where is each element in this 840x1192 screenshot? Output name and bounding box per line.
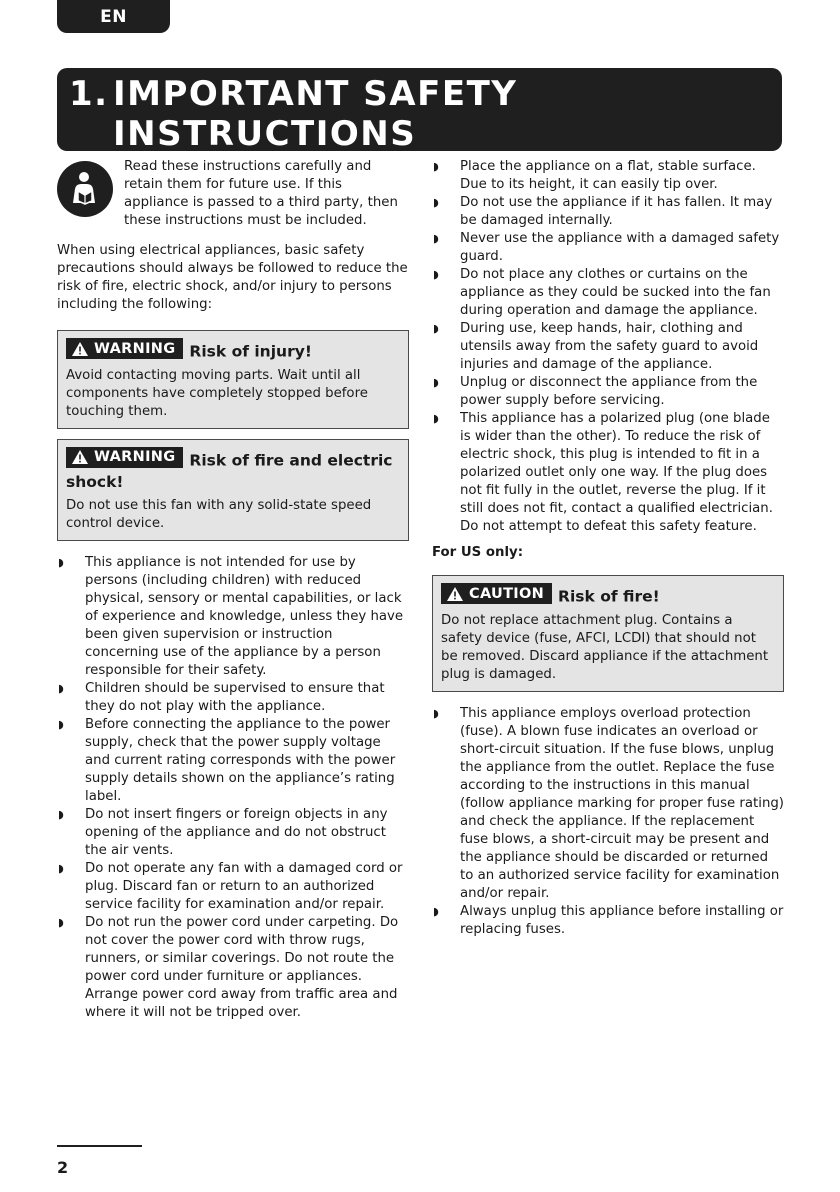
list-item: ◗ Do not place any clothes or curtains on the appliance as they could be sucked into the fan during operation and damage the appliance. bbox=[433, 267, 771, 318]
left-bullet-list bbox=[57, 554, 409, 1022]
caution-box-fire bbox=[432, 575, 784, 692]
read-manual-icon bbox=[57, 161, 113, 217]
section-title bbox=[57, 68, 782, 154]
bullet-icon: ◗ bbox=[433, 904, 439, 918]
intro-block bbox=[57, 158, 409, 230]
list-item: ◗ Before connecting the appliance to the power supply, check that the power supply voltage and current rating corresponds with the power supply details shown on the appliance’s rating label. bbox=[58, 717, 396, 804]
bullet-icon: ◗ bbox=[58, 862, 64, 875]
title-line-2: INSTRUCTIONS bbox=[113, 114, 417, 154]
bullet-icon: ◗ bbox=[58, 556, 64, 569]
list-item: ◗ Place the appliance on a flat, stable surface. Due to its height, it can easily tip over. bbox=[433, 159, 756, 192]
caution-heading: Risk of fire! bbox=[558, 587, 660, 606]
general-precautions: When using electrical appliances, basic safety precautions should always be followed to reduce the risk of fire, electric shock, and/or injury to persons including the following: bbox=[57, 243, 408, 312]
us-only-heading: For US only: bbox=[432, 545, 524, 560]
right-bullet-list-2 bbox=[432, 705, 784, 939]
bullet-icon: ◗ bbox=[433, 232, 439, 245]
bullet-icon: ◗ bbox=[433, 376, 439, 389]
right-column bbox=[432, 158, 784, 939]
bullet-icon: ◗ bbox=[433, 706, 439, 720]
right-bullet-list bbox=[432, 158, 784, 536]
warning-triangle-icon bbox=[72, 342, 88, 356]
warning-box-fire-shock bbox=[57, 439, 409, 542]
warning-body: Avoid contacting moving parts. Wait until all components have completely stopped before touching them. bbox=[66, 367, 368, 419]
bullet-icon: ◗ bbox=[433, 322, 439, 335]
left-column bbox=[57, 158, 409, 1022]
warning-triangle-icon bbox=[72, 450, 88, 464]
bullet-icon: ◗ bbox=[58, 682, 64, 695]
list-item: ◗ Never use the appliance with a damaged safety guard. bbox=[433, 231, 780, 264]
list-item: ◗ This appliance is not intended for use by persons (including children) with reduced physical, sensory or mental capabilities, or lack of experience and knowledge, unless they have been given supervision or instruction concerning use of the appliance by a person responsible for their safety. bbox=[58, 555, 404, 678]
warning-badge: WARNING bbox=[66, 447, 183, 468]
list-item: ◗ Do not operate any fan with a damaged cord or plug. Discard fan or return to an authorized service facility for examination and/or repair. bbox=[58, 861, 403, 912]
bullet-icon: ◗ bbox=[58, 718, 64, 731]
caution-badge: CAUTION bbox=[441, 583, 552, 604]
list-item: ◗ Children should be supervised to ensure that they do not play with the appliance. bbox=[58, 681, 385, 714]
bullet-icon: ◗ bbox=[58, 808, 64, 821]
bullet-icon: ◗ bbox=[433, 160, 439, 173]
bullet-icon: ◗ bbox=[433, 412, 439, 425]
list-item: ◗ Always unplug this appliance before installing or replacing fuses. bbox=[433, 903, 784, 937]
bullet-icon: ◗ bbox=[58, 916, 64, 929]
intro-text: Read these instructions carefully and retain them for future use. If this appliance is passed to a third party, then these instructions must be included. bbox=[124, 159, 398, 228]
footer-rule bbox=[57, 1145, 142, 1147]
list-item: ◗ Do not insert fingers or foreign objects in any opening of the appliance and do not obstruct the air vents. bbox=[58, 807, 388, 858]
list-item: ◗ This appliance employs overload protection (fuse). A blown fuse indicates an overload or short-circuit situation. If the fuse blows, unplug the appliance from the outlet. Replace the fuse according to the instructions in this manual (follow appliance marking for proper fuse rating) and check the appliance. If the replacement fuse blows, a short-circuit may be present and the appliance should be discarded or returned to an authorized service facility for examination and/or repair. bbox=[433, 705, 784, 901]
warning-body: Do not use this fan with any solid-state speed control device. bbox=[66, 498, 372, 531]
warning-heading: Risk of injury! bbox=[189, 342, 312, 361]
list-item: ◗ Do not run the power cord under carpeting. Do not cover the power cord with throw rugs, runners, or similar coverings. Do not route the power cord under furniture or appliances. Arrange power cord away from traffic area and where it will not be tripped over. bbox=[58, 915, 399, 1020]
list-item: ◗ This appliance has a polarized plug (one blade is wider than the other). To reduce the risk of electric shock, this plug is intended to fit in a polarized outlet only one way. If the plug does not fit fully in the outlet, reverse the plug. If it still does not fit, contact a qualified electrician. Do not attempt to defeat this safety feature. bbox=[433, 411, 773, 534]
page-number: 2 bbox=[57, 1158, 69, 1177]
language-tab: EN bbox=[57, 0, 170, 33]
warning-heading: Risk of fire and electric shock! bbox=[66, 451, 393, 491]
list-item: ◗ Unplug or disconnect the appliance from the power supply before servicing. bbox=[433, 375, 758, 408]
warning-box-injury bbox=[57, 330, 409, 429]
bullet-icon: ◗ bbox=[433, 196, 439, 209]
list-item: ◗ Do not use the appliance if it has fallen. It may be damaged internally. bbox=[433, 195, 773, 228]
warning-badge: WARNING bbox=[66, 338, 183, 359]
caution-body: Do not replace attachment plug. Contains a safety device (fuse, AFCI, LCDI) that should not be removed. Discard appliance if the attachment plug is damaged. bbox=[441, 612, 769, 682]
bullet-icon: ◗ bbox=[433, 268, 439, 281]
section-number: 1. bbox=[69, 74, 109, 114]
title-line-1: IMPORTANT SAFETY bbox=[113, 74, 518, 114]
warning-triangle-icon bbox=[447, 587, 463, 601]
list-item: ◗ During use, keep hands, hair, clothing and utensils away from the safety guard to avoid injuries and damage of the appliance. bbox=[433, 321, 759, 372]
